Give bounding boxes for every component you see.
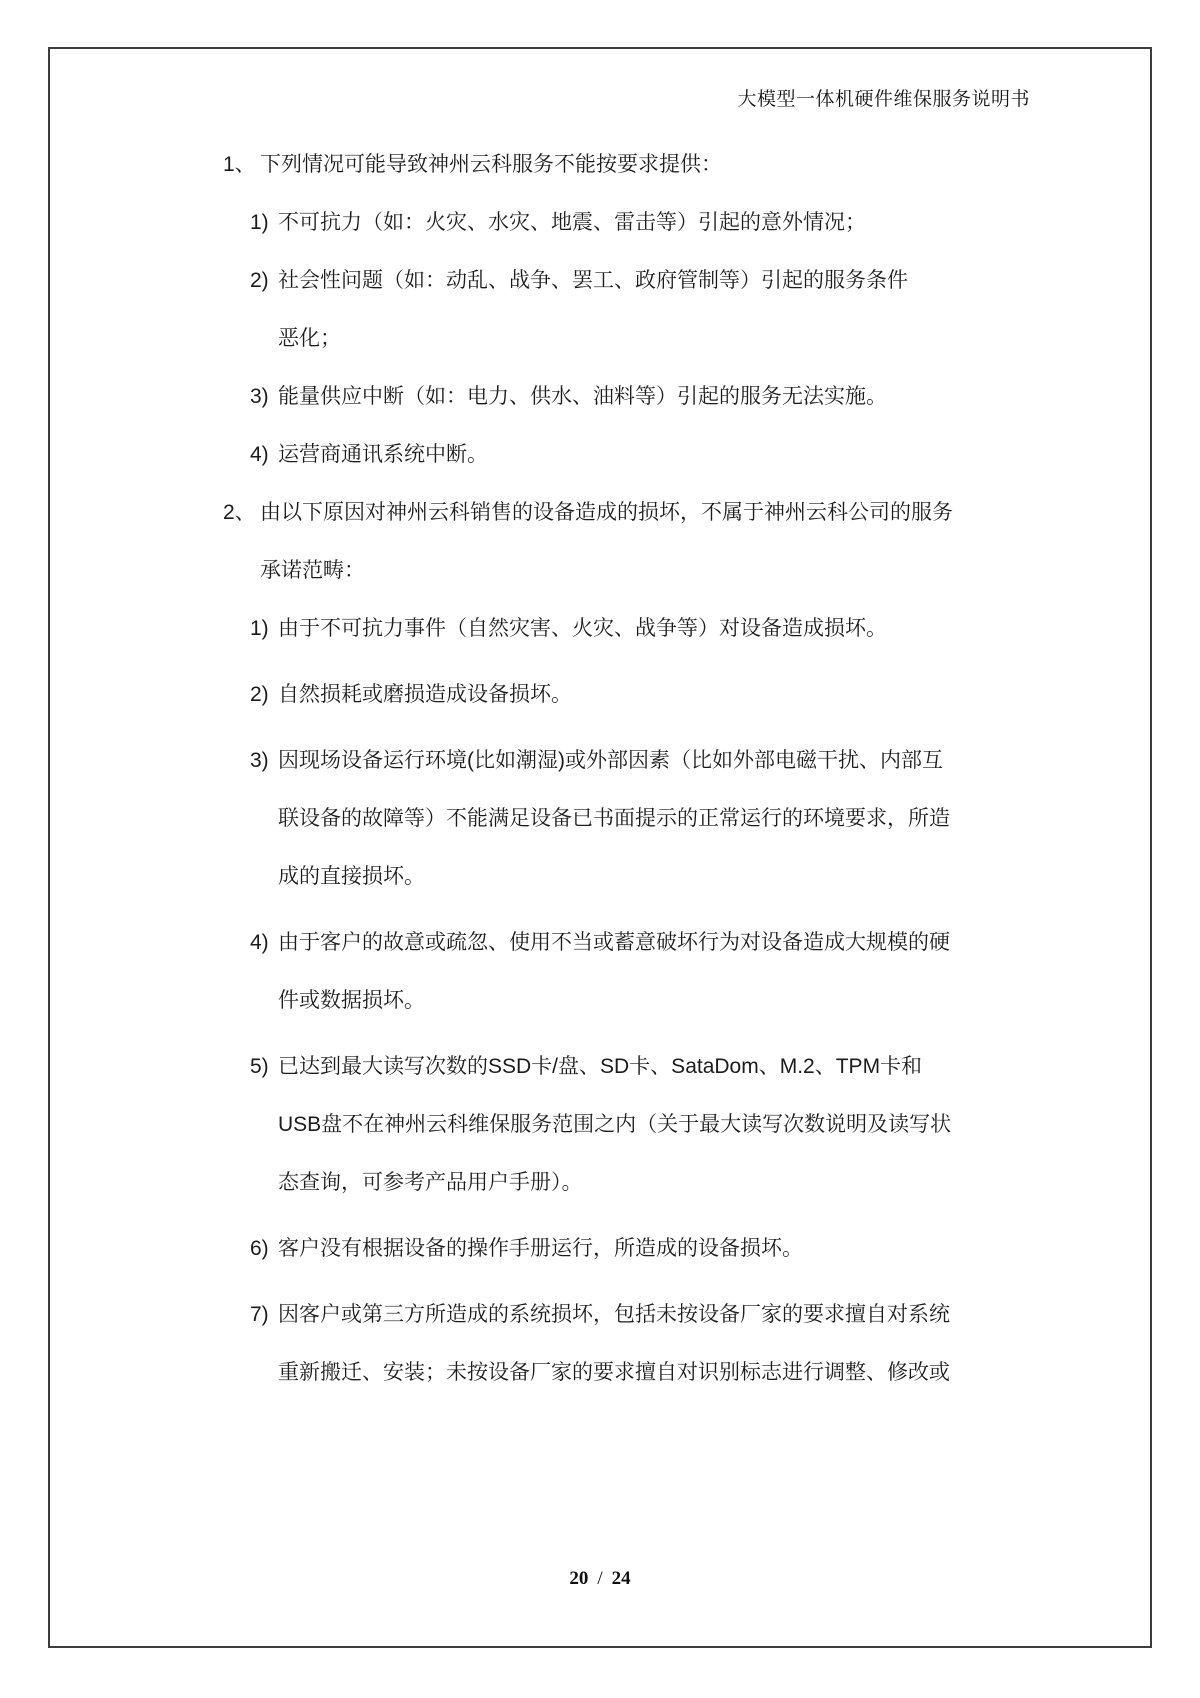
list-item-number: 3) <box>250 749 269 772</box>
list-item-number: 2) <box>250 269 269 292</box>
text-line: 社会性问题（如：动乱、战争、罢工、政府管制等）引起的服务条件 <box>278 269 908 292</box>
sub-list-item <box>0 1286 1200 1402</box>
text-line: 客户没有根据设备的操作手册运行，所造成的设备损坏。 <box>278 1237 803 1260</box>
text-line: 不可抗力（如：火灾、水灾、地震、雷击等）引起的意外情况； <box>278 211 866 234</box>
text-line: 已达到最大读写次数的SSD卡/盘、SD卡、SataDom、M.2、TPM卡和 <box>278 1055 923 1078</box>
sub-list-item <box>0 194 1200 252</box>
ordered-list <box>0 136 1200 1402</box>
list-item-text <box>278 666 572 724</box>
list-item-number: 7) <box>250 1303 269 1326</box>
text-line: 因客户或第三方所造成的系统损坏，包括未按设备厂家的要求擅自对系统 <box>278 1303 950 1326</box>
list-item <box>0 484 1200 1402</box>
text-line: 承诺范畴： <box>260 559 365 582</box>
list-item-text <box>278 600 887 658</box>
text-line: 运营商通讯系统中断。 <box>278 443 488 466</box>
sub-list-item <box>0 1220 1200 1278</box>
text-line: 重新搬迁、安装；未按设备厂家的要求擅自对识别标志进行调整、修改或 <box>278 1361 950 1384</box>
text-line: 由于客户的故意或疏忽、使用不当或蓄意破坏行为对设备造成大规模的硬 <box>278 931 950 954</box>
list-item-text <box>278 252 908 368</box>
page-number-separator: / <box>597 1568 603 1589</box>
list-item-number: 6) <box>250 1237 269 1260</box>
list-item <box>0 136 1200 484</box>
text-line: 自然损耗或磨损造成设备损坏。 <box>278 683 572 706</box>
list-item-head <box>0 136 1200 194</box>
list-item-text <box>278 1038 951 1212</box>
document-body <box>0 136 1200 1402</box>
text-line: 联设备的故障等）不能满足设备已书面提示的正常运行的环境要求，所造 <box>278 807 950 830</box>
list-item-text <box>278 368 887 426</box>
list-item-text <box>278 914 950 1030</box>
sub-list-item <box>0 252 1200 368</box>
list-item-text <box>278 426 488 484</box>
text-line: 因现场设备运行环境(比如潮湿)或外部因素（比如外部电磁干扰、内部互 <box>278 749 943 772</box>
sub-list-item <box>0 600 1200 658</box>
page-number-current: 20 <box>569 1568 589 1589</box>
list-item-text <box>278 194 866 252</box>
list-item-text <box>278 1286 950 1402</box>
sub-list-item <box>0 426 1200 484</box>
text-line: USB盘不在神州云科维保服务范围之内（关于最大读写次数说明及读写状 <box>278 1113 952 1136</box>
list-item-number: 1) <box>250 211 269 234</box>
list-item-number: 4) <box>250 931 269 954</box>
list-item-number: 4) <box>250 443 269 466</box>
page-number-total: 24 <box>611 1568 631 1589</box>
sub-list-item <box>0 732 1200 906</box>
text-line: 态查询，可参考产品用户手册）。 <box>278 1171 583 1194</box>
list-item-number: 2) <box>250 683 269 706</box>
text-line: 件或数据损坏。 <box>278 989 425 1012</box>
document-header-title: 大模型一体机硬件维保服务说明书 <box>737 89 1030 110</box>
text-line: 由以下原因对神州云科销售的设备造成的损坏，不属于神州云科公司的服务 <box>260 501 953 524</box>
page-footer <box>0 1568 1200 1590</box>
list-item-head <box>0 484 1200 600</box>
sub-list-item <box>0 666 1200 724</box>
list-item-number: 3) <box>250 385 269 408</box>
sub-list-item <box>0 1038 1200 1212</box>
list-item-text <box>278 732 950 906</box>
text-line: 恶化； <box>278 327 341 350</box>
list-item-number: 1、 <box>223 153 256 176</box>
list-item-text <box>260 484 953 600</box>
list-item-number: 5) <box>250 1055 269 1078</box>
text-line: 成的直接损坏。 <box>278 865 425 888</box>
text-line: 由于不可抗力事件（自然灾害、火灾、战争等）对设备造成损坏。 <box>278 617 887 640</box>
text-line: 能量供应中断（如：电力、供水、油料等）引起的服务无法实施。 <box>278 385 887 408</box>
text-line: 下列情况可能导致神州云科服务不能按要求提供： <box>260 153 722 176</box>
list-item-text <box>260 136 722 194</box>
list-item-text <box>278 1220 803 1278</box>
list-item-number: 2、 <box>223 501 256 524</box>
sub-list-item <box>0 368 1200 426</box>
sub-list-item <box>0 914 1200 1030</box>
list-item-number: 1) <box>250 617 269 640</box>
